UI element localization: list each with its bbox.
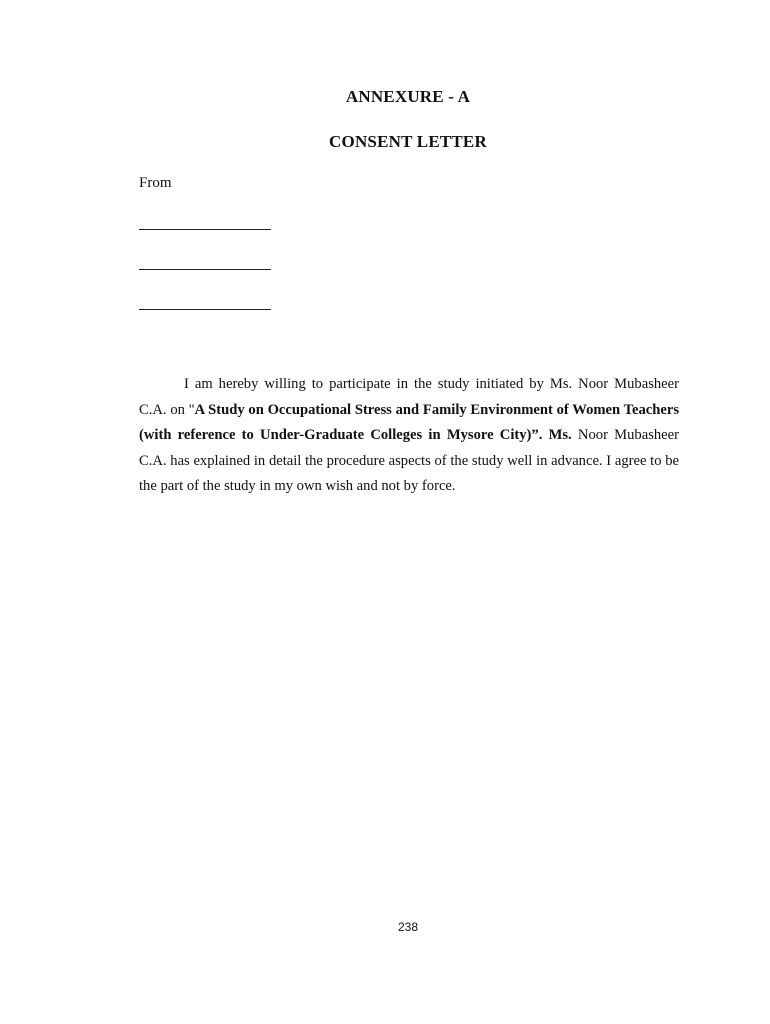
consent-text-rest: Noor Mubasheer C.A. has explained in detail the procedure aspects of the study well in advance. I agree to be the part of the study in my own wish and not by force. xyxy=(139,427,679,494)
address-blank-line-2 xyxy=(139,269,271,270)
from-label: From xyxy=(139,175,172,191)
consent-text-intro: I am hereby willing to participate in the study initiated by Ms. Noor Mubasheer C.A. on " xyxy=(139,376,679,418)
consent-paragraph xyxy=(139,372,679,500)
annexure-heading: ANNEXURE - A xyxy=(345,87,471,106)
address-blank-line-3 xyxy=(139,309,271,310)
page-number: 238 xyxy=(397,920,419,934)
study-title: A Study on Occupational Stress and Family Environment of Women Teachers (with reference to Under-Graduate Colleges in Mysore City)”. xyxy=(139,401,680,443)
consent-letter-heading: CONSENT LETTER xyxy=(329,132,487,151)
consent-text-ms: Ms. xyxy=(548,427,572,443)
address-blank-line-1 xyxy=(139,229,271,230)
